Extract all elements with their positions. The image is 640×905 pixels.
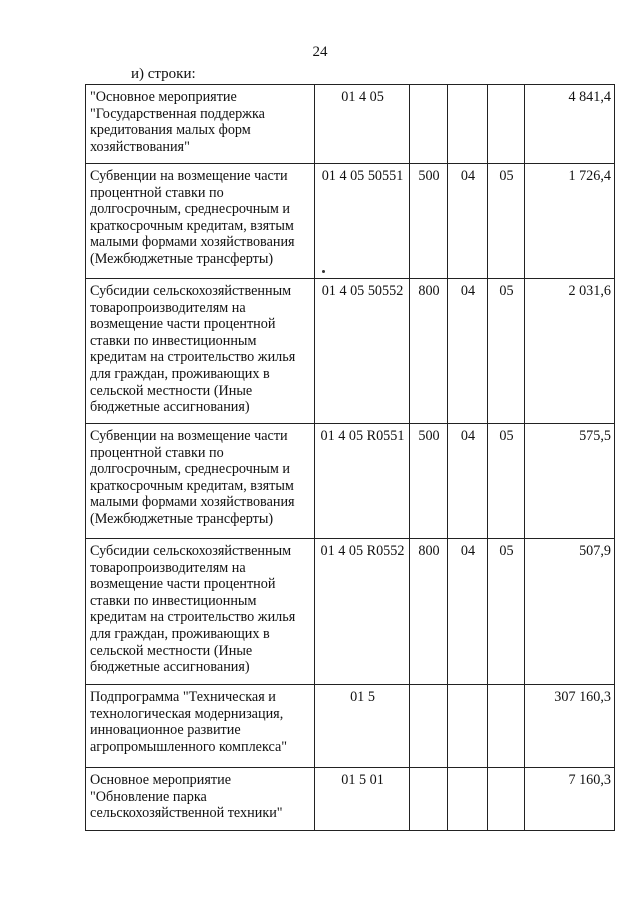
row-section: 04 [448,539,488,685]
row-section: 04 [448,424,488,539]
row-expense-type [410,768,448,831]
table-row [86,85,615,164]
row-section [448,768,488,831]
budget-table [85,84,615,831]
row-amount: 4 841,4 [525,85,615,164]
table-row [86,685,615,768]
row-code: 01 4 05 [315,85,410,164]
row-expense-type: 500 [410,164,448,279]
row-amount: 7 160,3 [525,768,615,831]
row-code: 01 5 [315,685,410,768]
table-row [86,279,615,424]
row-code: 01 4 05 50552 [315,279,410,424]
row-expense-type: 800 [410,279,448,424]
row-amount: 1 726,4 [525,164,615,279]
row-subsection [488,768,525,831]
page-number: 24 [312,44,328,60]
row-subsection: 05 [488,164,525,279]
row-name: Субсидии сельскохозяйственным товаропроизводителям на возмещение части процентной ставки по инвестиционным кредитам на строительство жилья для граждан, проживающих в сельской местности (Иные бюджетные ассигнования) [86,539,315,685]
row-amount: 575,5 [525,424,615,539]
row-amount: 2 031,6 [525,279,615,424]
row-expense-type [410,85,448,164]
row-subsection: 05 [488,424,525,539]
row-amount: 307 160,3 [525,685,615,768]
row-code: 01 5 01 [315,768,410,831]
row-expense-type: 800 [410,539,448,685]
row-name: Субсидии сельскохозяйственным товаропроизводителям на возмещение части процентной ставки по инвестиционным кредитам на строительство жилья для граждан, проживающих в сельской местности (Иные бюджетные ассигнования) [86,279,315,424]
row-code: 01 4 05 50551 [315,164,410,279]
table-row [86,424,615,539]
row-code: 01 4 05 R0551 [315,424,410,539]
row-section: 04 [448,164,488,279]
row-name: Субвенции на возмещение части процентной ставки по долгосрочным, среднесрочным и краткосрочным кредитам, взятым малыми формами хозяйствования (Межбюджетные трансферты) [86,424,315,539]
row-section [448,85,488,164]
scan-speck [322,270,325,273]
table-row [86,539,615,685]
table-row [86,164,615,279]
table-row [86,768,615,831]
row-section: 04 [448,279,488,424]
row-subsection [488,685,525,768]
row-section [448,685,488,768]
row-code: 01 4 05 R0552 [315,539,410,685]
row-name: Основное мероприятие "Обновление парка сельскохозяйственной техники" [86,768,315,831]
row-subsection: 05 [488,279,525,424]
row-name: "Основное мероприятие "Государственная поддержка кредитования малых форм хозяйствования" [86,85,315,164]
row-expense-type [410,685,448,768]
row-expense-type: 500 [410,424,448,539]
row-name: Подпрограмма "Техническая и технологическая модернизация, инновационное развитие агропромышленного комплекса" [86,685,315,768]
row-subsection [488,85,525,164]
row-subsection: 05 [488,539,525,685]
row-amount: 507,9 [525,539,615,685]
intro-text: и) строки: [131,66,196,82]
row-name: Субвенции на возмещение части процентной ставки по долгосрочным, среднесрочным и краткосрочным кредитам, взятым малыми формами хозяйствования (Межбюджетные трансферты) [86,164,315,279]
